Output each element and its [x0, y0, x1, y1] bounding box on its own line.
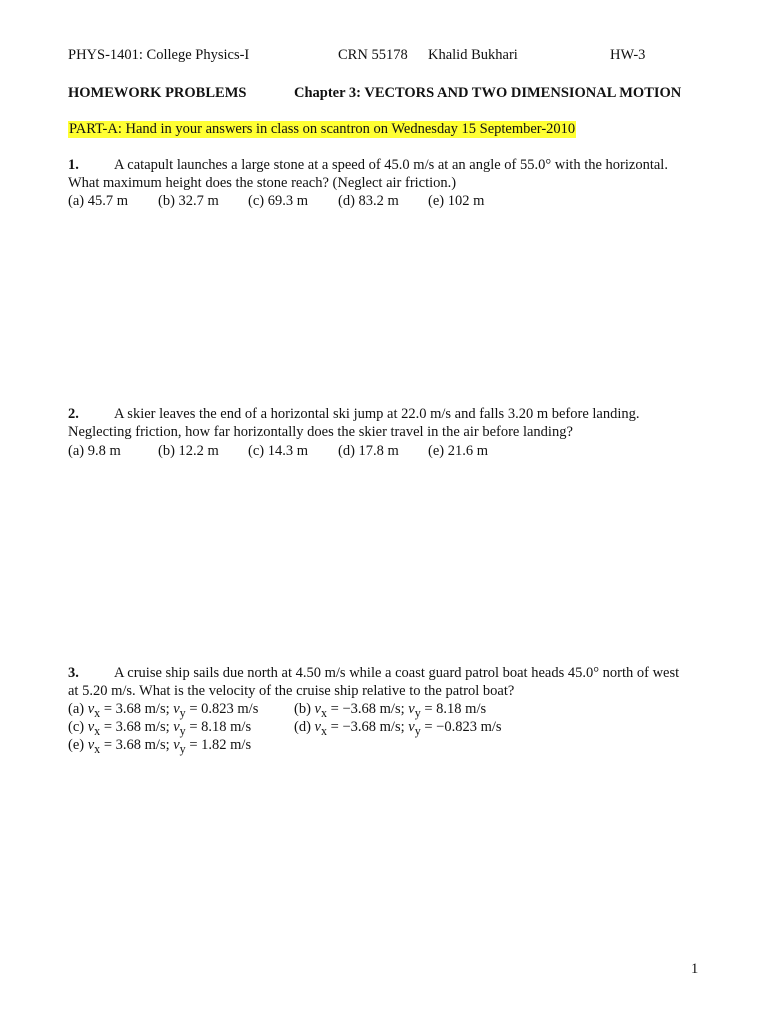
chapter-heading [294, 85, 681, 102]
answer-option: (a) 9.8 m [68, 443, 121, 459]
problem-1-line-2: What maximum height does the stone reach? (Neglect air friction.) [68, 175, 457, 191]
option-label: (b) [294, 701, 315, 717]
chapter-title: VECTORS AND TWO DIMENSIONAL MOTION [361, 85, 682, 101]
answer-option: (d) 17.8 m [338, 443, 399, 459]
option-vy: = 0.823 m/s [189, 701, 259, 717]
option-vy: = 1.82 m/s [189, 737, 252, 753]
answer-option: (b) 12.2 m [158, 443, 219, 459]
problem-number: 2. [68, 406, 79, 422]
option-vx: = 3.68 m/s; [103, 737, 174, 753]
hw-label: HW-3 [610, 47, 646, 63]
problem-3-line-2: at 5.20 m/s. What is the velocity of the cruise ship relative to the patrol boat? [68, 683, 515, 699]
crn-number: CRN 55178 [338, 47, 408, 63]
answer-option: (c) $v_x = 3.68$ m/s; $v_y = 8.18$ m/s [68, 719, 252, 738]
answer-option: (c) 69.3 m [248, 193, 308, 209]
option-vx: = −3.68 m/s; [330, 719, 409, 735]
answer-option: (b) 32.7 m [158, 193, 219, 209]
problem-text: A cruise ship sails due north at 4.50 m/s while a coast guard patrol boat heads 45.0° north of west [114, 665, 680, 681]
option-vx: = 3.68 m/s; [103, 701, 174, 717]
chapter-label: Chapter 3: [294, 85, 361, 101]
answer-option: (e) 21.6 m [428, 443, 488, 459]
option-vy: = 8.18 m/s [189, 719, 252, 735]
answer-option: (d) 83.2 m [338, 193, 399, 209]
instructor-name: Khalid Bukhari [428, 47, 518, 63]
answer-option: (e) $v_x = 3.68$ m/s; $v_y = 1.82$ m/s [68, 737, 252, 756]
answer-option: (a) $v_x = 3.68$ m/s; $v_y = 0.823$ m/s [68, 701, 259, 720]
part-a-instructions: PART-A: Hand in your answers in class on scantron on Wednesday 15 September-2010 [69, 121, 576, 137]
problem-1-line-1 [68, 157, 668, 174]
problem-2-line-1 [68, 406, 640, 423]
answer-option: (c) 14.3 m [248, 443, 308, 459]
course-name: PHYS-1401: College Physics-I [68, 47, 250, 63]
answer-option: (b) $v_x = -3.68$ m/s; $v_y = 8.18$ m/s [294, 701, 487, 720]
option-label: (e) [68, 737, 88, 753]
option-vy: = 8.18 m/s [424, 701, 487, 717]
page-number: 1 [691, 961, 699, 977]
option-vy: = −0.823 m/s [424, 719, 502, 735]
option-label: (c) [68, 719, 88, 735]
option-label: (d) [294, 719, 315, 735]
problem-text: A skier leaves the end of a horizontal ski jump at 22.0 m/s and falls 3.20 m before landing. [114, 406, 640, 422]
problem-3-line-1 [68, 665, 679, 682]
homework-title: HOMEWORK PROBLEMS [68, 85, 247, 101]
problem-text: A catapult launches a large stone at a speed of 45.0 m/s at an angle of 55.0° with the horizontal. [114, 157, 668, 173]
problem-2-line-2: Neglecting friction, how far horizontally does the skier travel in the air before landing? [68, 424, 573, 440]
option-vx: = −3.68 m/s; [330, 701, 409, 717]
answer-option: (e) 102 m [428, 193, 485, 209]
option-label: (a) [68, 701, 88, 717]
problem-number: 1. [68, 157, 79, 173]
problem-number: 3. [68, 665, 79, 681]
option-vx: = 3.68 m/s; [103, 719, 174, 735]
answer-option: (a) 45.7 m [68, 193, 128, 209]
answer-option: (d) $v_x = -3.68$ m/s; $v_y = -0.823$ m/s [294, 719, 502, 738]
